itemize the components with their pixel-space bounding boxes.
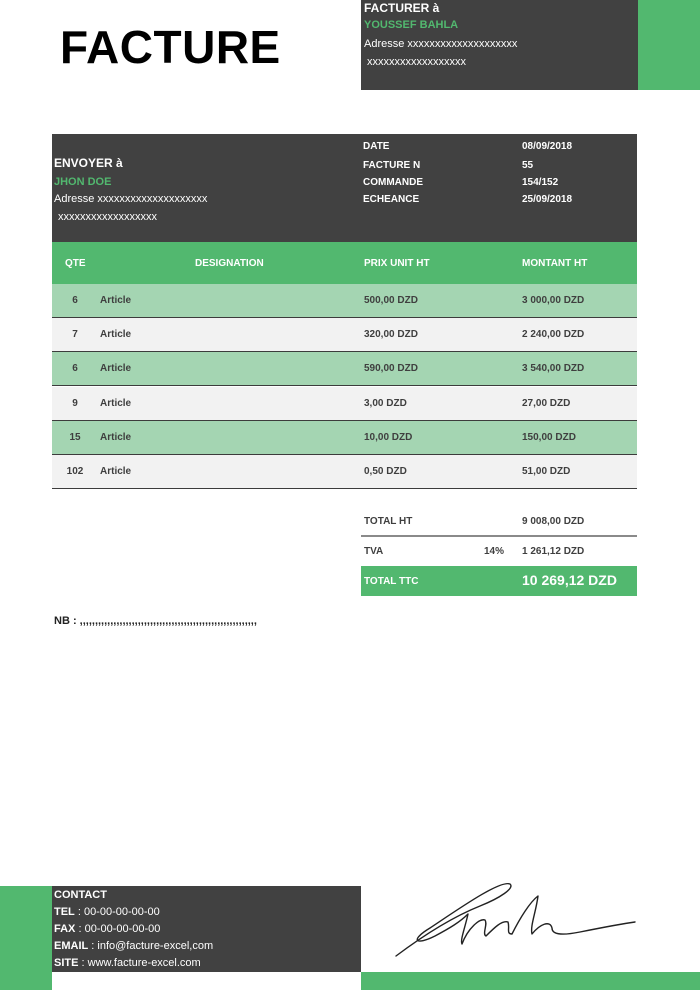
row-amount: 27,00 DZD: [522, 398, 571, 409]
table-row: [52, 455, 637, 489]
fax-label: FAX: [54, 923, 76, 935]
header-amount: MONTANT HT: [522, 258, 588, 269]
contact-fax: [54, 923, 160, 935]
ship-to-address-line2: xxxxxxxxxxxxxxxxxx: [58, 211, 157, 223]
bill-to-address-line2: xxxxxxxxxxxxxxxxxx: [367, 56, 466, 68]
note: NB : ,,,,,,,,,,,,,,,,,,,,,,,,,,,,,,,,,,,,,,,,,,,,,,,,,,,,,,,,,,: [54, 615, 257, 627]
row-unit-price: 0,50 DZD: [364, 466, 407, 477]
table-row: [52, 284, 637, 318]
header-designation: DESIGNATION: [195, 258, 264, 269]
total-ttc-label: TOTAL TTC: [364, 576, 419, 587]
footer-accent-bottom: [361, 972, 700, 990]
row-amount: 51,00 DZD: [522, 466, 571, 477]
footer-accent-left: [0, 886, 52, 990]
row-qty: 6: [72, 363, 78, 374]
invoice-number-label: FACTURE N: [363, 160, 421, 171]
due-date-label: ECHEANCE: [363, 194, 420, 205]
tel-value: : 00-00-00-00-00: [74, 906, 160, 918]
contact-site: [54, 957, 201, 969]
signature: [390, 878, 640, 958]
ship-to-name: JHON DOE: [54, 176, 112, 188]
row-designation: Article: [100, 398, 132, 409]
row-unit-price: 3,00 DZD: [364, 398, 407, 409]
table-row: [52, 421, 637, 455]
total-ht-label: TOTAL HT: [364, 516, 413, 527]
order-value: 154/152: [522, 177, 559, 188]
ship-to-address-line1: Adresse xxxxxxxxxxxxxxxxxxxx: [54, 193, 208, 205]
row-amount: 150,00 DZD: [522, 432, 576, 443]
bill-to-block: [361, 0, 638, 90]
row-unit-price: 10,00 DZD: [364, 432, 413, 443]
items-table-header: [52, 242, 637, 284]
row-unit-price: 320,00 DZD: [364, 329, 418, 340]
bill-to-accent-bar: [638, 0, 700, 90]
tva-rate: 14%: [484, 546, 505, 557]
total-ttc-bar: [361, 566, 637, 596]
fax-value: : 00-00-00-00-00: [75, 923, 161, 935]
date-label: DATE: [363, 141, 390, 152]
row-unit-price: 500,00 DZD: [364, 295, 418, 306]
contact-label: CONTACT: [54, 889, 107, 901]
row-amount: 2 240,00 DZD: [522, 329, 585, 340]
tva-label: TVA: [364, 546, 384, 557]
row-designation: Article: [100, 363, 132, 374]
email-value: : info@facture-excel,com: [88, 940, 214, 952]
total-ht-value: 9 008,00 DZD: [522, 516, 585, 527]
total-ttc-value: 10 269,12 DZD: [522, 572, 617, 588]
row-qty: 6: [72, 295, 78, 306]
row-designation: Article: [100, 329, 132, 340]
row-unit-price: 590,00 DZD: [364, 363, 418, 374]
row-qty: 102: [66, 466, 84, 477]
tel-label: TEL: [54, 906, 75, 918]
row-designation: Article: [100, 466, 132, 477]
table-row: [52, 387, 637, 421]
row-qty: 7: [72, 329, 78, 340]
row-designation: Article: [100, 432, 132, 443]
date-value: 08/09/2018: [522, 141, 573, 152]
email-label: EMAIL: [54, 940, 89, 952]
info-block: [52, 134, 637, 242]
site-value: : www.facture-excel.com: [78, 957, 201, 969]
row-qty: 15: [69, 432, 81, 443]
header-qty: QTE: [65, 258, 86, 269]
invoice-title: FACTURE: [60, 21, 281, 73]
bill-to-name: YOUSSEF BAHLA: [364, 19, 459, 31]
table-row: [52, 318, 637, 352]
contact-email: [54, 940, 213, 952]
contact-block: [52, 886, 361, 972]
invoice-number-value: 55: [522, 160, 534, 171]
ship-to-label: ENVOYER à: [54, 156, 123, 170]
due-date-value: 25/09/2018: [522, 194, 573, 205]
bill-to-address-line1: Adresse xxxxxxxxxxxxxxxxxxxx: [364, 38, 518, 50]
contact-tel: [54, 906, 160, 918]
header-unit-price: PRIX UNIT HT: [364, 258, 430, 269]
order-label: COMMANDE: [363, 177, 423, 188]
row-qty: 9: [72, 398, 78, 409]
site-label: SITE: [54, 957, 79, 969]
tva-value: 1 261,12 DZD: [522, 546, 585, 557]
totals-divider: [361, 535, 637, 537]
table-row: [52, 352, 637, 386]
row-designation: Article: [100, 295, 132, 306]
row-amount: 3 540,00 DZD: [522, 363, 585, 374]
bill-to-label: FACTURER à: [364, 1, 440, 15]
row-amount: 3 000,00 DZD: [522, 295, 585, 306]
